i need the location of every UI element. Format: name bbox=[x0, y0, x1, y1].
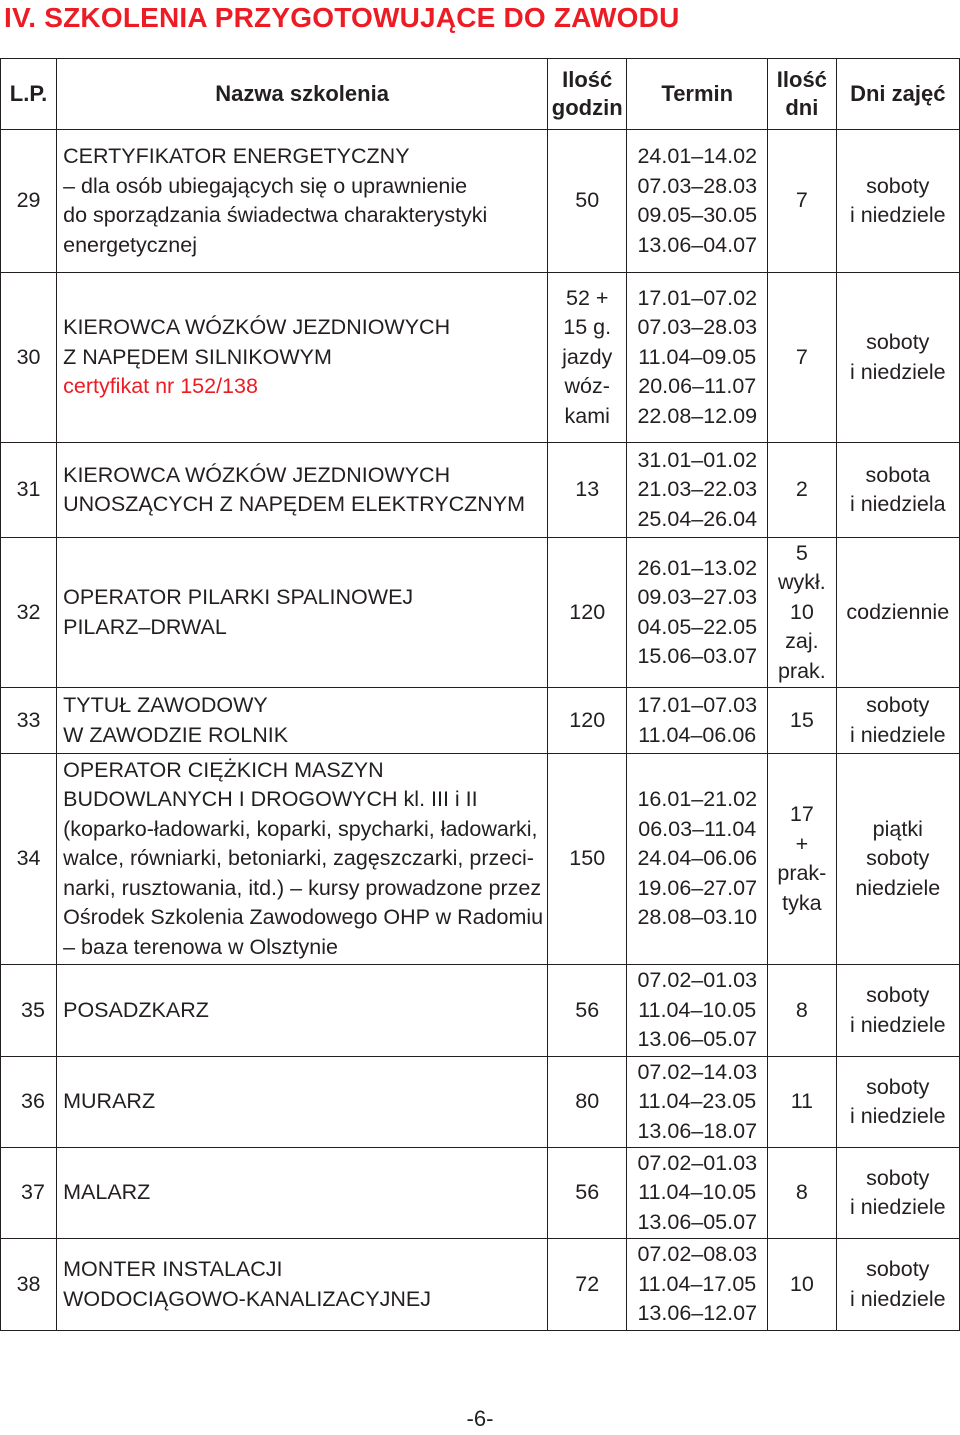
training-hours-line: 56 bbox=[575, 1180, 600, 1205]
training-schedule-line: codziennie bbox=[846, 599, 950, 624]
column-header-lp: L.P. bbox=[1, 59, 57, 130]
training-term-line: 13.06–12.07 bbox=[637, 1301, 758, 1326]
training-name-line: W ZAWODZIE ROLNIK bbox=[63, 722, 289, 747]
training-days-line: tyka bbox=[782, 890, 822, 915]
training-term-line: 06.03–11.04 bbox=[638, 816, 757, 841]
training-name-line: MONTER INSTALACJI bbox=[63, 1257, 283, 1281]
training-schedule-line: niedziele bbox=[855, 875, 941, 900]
training-term bbox=[627, 1057, 768, 1148]
training-name-line: – dla osób ubiegających się o uprawnienie bbox=[63, 173, 468, 198]
training-hours bbox=[548, 1057, 627, 1148]
training-days-line: 11 bbox=[790, 1089, 814, 1114]
training-hours-line: 56 bbox=[575, 997, 600, 1022]
training-name-line: UNOSZĄCYCH Z NAPĘDEM ELEKTRYCZNYM bbox=[63, 492, 526, 516]
training-schedule-line: i niedziele bbox=[849, 1286, 946, 1311]
training-name-line: OPERATOR PILARKI SPALINOWEJ bbox=[63, 585, 414, 609]
column-header-days: Ilość dni bbox=[768, 59, 836, 130]
training-hours-line: 72 bbox=[575, 1271, 600, 1296]
training-name-line: CERTYFIKATOR ENERGETYCZNY bbox=[63, 144, 410, 168]
training-name-line: MALARZ bbox=[63, 1180, 151, 1205]
training-name bbox=[57, 754, 548, 965]
training-term-line: 11.04–09.05 bbox=[638, 344, 757, 369]
training-term-line: 13.06–04.07 bbox=[637, 232, 758, 257]
training-schedule bbox=[836, 130, 959, 273]
training-hours-line: 120 bbox=[569, 599, 606, 624]
training-schedule-line: soboty bbox=[866, 983, 930, 1007]
row-number-text: 37 bbox=[21, 1180, 45, 1205]
training-days-line: 5 bbox=[795, 540, 808, 565]
training-hours bbox=[548, 688, 627, 754]
training-term bbox=[627, 443, 768, 538]
training-days bbox=[768, 443, 836, 538]
training-name bbox=[57, 273, 548, 443]
training-name bbox=[57, 1057, 548, 1148]
training-schedule-line: i niedziele bbox=[849, 203, 946, 227]
training-term-line: 07.02–14.03 bbox=[637, 1059, 758, 1084]
training-hours bbox=[548, 965, 627, 1057]
training-term-line: 22.08–12.09 bbox=[637, 403, 758, 428]
row-number-text: 38 bbox=[16, 1271, 41, 1296]
training-days-line: 8 bbox=[795, 997, 808, 1022]
training-days-line: 10 bbox=[789, 1271, 814, 1296]
column-header-term: Termin bbox=[627, 59, 768, 130]
training-schedule-line: i niedziele bbox=[849, 1012, 946, 1037]
training-schedule bbox=[836, 1148, 959, 1239]
training-days-line: zaj. bbox=[785, 629, 819, 654]
training-hours-line: 50 bbox=[575, 188, 600, 213]
training-days bbox=[768, 965, 836, 1057]
training-schedule-line: soboty bbox=[866, 693, 930, 717]
row-number bbox=[1, 965, 57, 1057]
row-number bbox=[1, 443, 57, 538]
table-row bbox=[1, 754, 960, 965]
training-days bbox=[768, 1148, 836, 1239]
training-term-line: 04.05–22.05 bbox=[637, 614, 758, 639]
training-name-line: energetycznej bbox=[63, 232, 197, 257]
training-name bbox=[57, 130, 548, 273]
training-term-line: 17.01–07.02 bbox=[637, 285, 758, 310]
training-name-line: (koparko-ładowarki, koparki, spycharki, ładowarki, bbox=[63, 816, 538, 841]
training-schedule bbox=[836, 1239, 959, 1331]
training-hours-line: jazdy bbox=[562, 344, 613, 369]
row-number-text: 33 bbox=[16, 707, 41, 732]
training-term-line: 24.04–06.06 bbox=[637, 846, 758, 871]
training-days-line: 2 bbox=[795, 477, 808, 502]
training-schedule bbox=[836, 1057, 959, 1148]
training-term bbox=[627, 1148, 768, 1239]
training-hours-line: 52 + bbox=[565, 285, 609, 310]
training-days-line: 7 bbox=[795, 188, 808, 213]
training-schedule-line: i niedziele bbox=[849, 359, 946, 384]
row-number-text: 29 bbox=[16, 188, 41, 213]
training-schedule-line: soboty bbox=[866, 1165, 930, 1190]
row-number bbox=[1, 1057, 57, 1148]
training-hours bbox=[548, 443, 627, 538]
training-hours-line: 15 g. bbox=[563, 315, 612, 340]
training-hours bbox=[548, 538, 627, 688]
training-name bbox=[57, 443, 548, 538]
training-term-line: 21.03–22.03 bbox=[637, 477, 758, 502]
training-term-line: 11.04–10.05 bbox=[638, 997, 757, 1022]
table-row bbox=[1, 1239, 960, 1331]
table-header-row bbox=[1, 59, 960, 130]
training-term-line: 07.02–01.03 bbox=[637, 968, 758, 993]
training-days-line: + bbox=[795, 831, 809, 856]
training-hours bbox=[548, 273, 627, 443]
training-name-line: TYTUŁ ZAWODOWY bbox=[63, 693, 268, 717]
row-number bbox=[1, 688, 57, 754]
training-term-line: 20.06–11.07 bbox=[638, 374, 757, 399]
row-number-text: 32 bbox=[16, 599, 41, 624]
training-term-line: 11.04–23.05 bbox=[638, 1089, 757, 1114]
training-schedule bbox=[836, 754, 959, 965]
training-schedule-line: i niedziele bbox=[849, 1195, 946, 1219]
training-schedule-line: i niedziele bbox=[849, 1104, 946, 1128]
training-hours bbox=[548, 754, 627, 965]
training-term-line: 09.05–30.05 bbox=[637, 203, 758, 227]
column-header-name: Nazwa szkolenia bbox=[57, 59, 548, 130]
training-schedule-line: i niedziela bbox=[849, 492, 946, 516]
training-term bbox=[627, 688, 768, 754]
training-name-line: walce, równiarki, betoniarki, zagęszczarki, przeci- bbox=[63, 846, 534, 871]
row-number-text: 34 bbox=[16, 846, 41, 871]
row-number-text: 30 bbox=[16, 344, 41, 369]
training-schedule-line: soboty bbox=[866, 1257, 930, 1281]
row-number bbox=[1, 1239, 57, 1331]
training-term-line: 09.03–27.03 bbox=[637, 585, 758, 609]
training-hours-line: 120 bbox=[569, 707, 606, 732]
training-hours bbox=[548, 130, 627, 273]
training-name-line: KIEROWCA WÓZKÓW JEZDNIOWYCH bbox=[63, 462, 451, 487]
training-schedule-line: soboty bbox=[866, 330, 930, 354]
row-number bbox=[1, 1148, 57, 1239]
table-row bbox=[1, 538, 960, 688]
training-days bbox=[768, 754, 836, 965]
training-term-line: 13.06–05.07 bbox=[637, 1027, 758, 1052]
training-days-line: wykł. bbox=[777, 570, 826, 595]
training-term bbox=[627, 1239, 768, 1331]
training-days bbox=[768, 538, 836, 688]
training-schedule-line: piątki bbox=[872, 816, 923, 841]
training-days bbox=[768, 130, 836, 273]
training-name bbox=[57, 965, 548, 1057]
training-hours-line: kami bbox=[564, 403, 610, 428]
training-term bbox=[627, 273, 768, 443]
training-term-line: 07.03–28.03 bbox=[637, 173, 758, 198]
training-name-line: PILARZ–DRWAL bbox=[63, 614, 227, 639]
page-number: -6- bbox=[466, 1406, 494, 1431]
row-number-text: 31 bbox=[16, 477, 41, 502]
training-name bbox=[57, 688, 548, 754]
table-row bbox=[1, 443, 960, 538]
training-hours-line: wóz- bbox=[564, 374, 610, 399]
training-days-line: 8 bbox=[795, 1180, 808, 1205]
training-schedule bbox=[836, 538, 959, 688]
row-number bbox=[1, 130, 57, 273]
training-name bbox=[57, 1148, 548, 1239]
table-row bbox=[1, 965, 960, 1057]
training-days-line: prak. bbox=[777, 658, 826, 683]
row-number bbox=[1, 538, 57, 688]
training-name-line: BUDOWLANYCH I DROGOWYCH kl. III i II bbox=[63, 787, 478, 812]
training-name-line: MURARZ bbox=[63, 1089, 156, 1114]
training-term bbox=[627, 538, 768, 688]
training-name-line: narki, rusztowania, itd.) – kursy prowadzone przez bbox=[63, 875, 542, 900]
row-number bbox=[1, 754, 57, 965]
training-schedule-line: soboty bbox=[866, 173, 930, 198]
training-days-line: 15 bbox=[789, 707, 814, 732]
training-term-line: 11.04–17.05 bbox=[638, 1271, 757, 1296]
training-schedule-line: soboty bbox=[866, 846, 930, 871]
training-schedule bbox=[836, 273, 959, 443]
row-number-text: 36 bbox=[21, 1089, 45, 1114]
training-term bbox=[627, 754, 768, 965]
training-name-line: OPERATOR CIĘŻKICH MASZYN bbox=[63, 757, 384, 782]
training-name-line: KIEROWCA WÓZKÓW JEZDNIOWYCH bbox=[63, 315, 451, 340]
training-term-line: 13.06–18.07 bbox=[637, 1118, 758, 1143]
training-name-line: Z NAPĘDEM SILNIKOWYM bbox=[63, 344, 332, 369]
table-row bbox=[1, 1057, 960, 1148]
training-term-line: 19.06–27.07 bbox=[637, 875, 758, 900]
table-row bbox=[1, 273, 960, 443]
training-hours bbox=[548, 1239, 627, 1331]
column-header-schedule: Dni zajęć bbox=[836, 59, 959, 130]
training-days-line: prak- bbox=[777, 861, 827, 885]
training-name-line: do sporządzania świadectwa charakterystyki bbox=[63, 203, 488, 227]
table-row bbox=[1, 130, 960, 273]
training-schedule bbox=[836, 965, 959, 1057]
training-days-line: 17 bbox=[789, 802, 814, 826]
training-hours-line: 150 bbox=[569, 846, 606, 871]
training-schedule bbox=[836, 443, 959, 538]
training-days bbox=[768, 1057, 836, 1148]
training-term-line: 31.01–01.02 bbox=[637, 447, 758, 472]
row-number-text: 35 bbox=[21, 997, 45, 1022]
training-name-line: Ośrodek Szkolenia Zawodowego OHP w Radomiu bbox=[63, 905, 544, 930]
training-term bbox=[627, 965, 768, 1057]
training-days bbox=[768, 688, 836, 754]
training-term-line: 07.02–01.03 bbox=[637, 1150, 758, 1175]
training-term-line: 13.06–05.07 bbox=[637, 1209, 758, 1234]
training-days bbox=[768, 273, 836, 443]
training-days bbox=[768, 1239, 836, 1331]
training-name-line: WODOCIĄGOWO-KANALIZACYJNEJ bbox=[63, 1286, 432, 1311]
training-days-line: 10 bbox=[789, 599, 814, 624]
training-term-line: 11.04–06.06 bbox=[638, 722, 757, 747]
training-term-line: 25.04–26.04 bbox=[637, 506, 758, 531]
certificate-number: certyfikat nr 152/138 bbox=[63, 374, 258, 399]
training-name-line: – baza terenowa w Olsztynie bbox=[63, 934, 338, 959]
training-term bbox=[627, 130, 768, 273]
training-term-line: 15.06–03.07 bbox=[637, 644, 758, 668]
section-heading: IV. SZKOLENIA PRZYGOTOWUJĄCE DO ZAWODU bbox=[4, 2, 680, 33]
training-name-line: POSADZKARZ bbox=[63, 997, 209, 1022]
table-row bbox=[1, 1148, 960, 1239]
training-term-line: 11.04–10.05 bbox=[638, 1180, 757, 1205]
row-number bbox=[1, 273, 57, 443]
training-schedule-table bbox=[0, 58, 960, 1331]
training-term-line: 26.01–13.02 bbox=[637, 555, 758, 580]
training-days-line: 7 bbox=[795, 344, 808, 369]
table-row bbox=[1, 688, 960, 754]
training-term-line: 16.01–21.02 bbox=[637, 787, 758, 812]
training-term-line: 28.08–03.10 bbox=[637, 905, 758, 930]
training-hours bbox=[548, 1148, 627, 1239]
training-schedule bbox=[836, 688, 959, 754]
training-term-line: 07.03–28.03 bbox=[637, 315, 758, 340]
column-header-hours: Ilość godzin bbox=[548, 59, 627, 130]
training-schedule-line: soboty bbox=[866, 1074, 930, 1099]
training-schedule-line: sobota bbox=[865, 462, 931, 487]
training-name bbox=[57, 1239, 548, 1331]
training-name bbox=[57, 538, 548, 688]
training-term-line: 07.02–08.03 bbox=[637, 1242, 758, 1267]
training-schedule-line: i niedziele bbox=[849, 722, 946, 747]
training-term-line: 17.01–07.03 bbox=[637, 693, 758, 717]
training-hours-line: 80 bbox=[575, 1089, 600, 1114]
training-hours-line: 13 bbox=[575, 477, 600, 502]
training-term-line: 24.01–14.02 bbox=[637, 144, 758, 168]
